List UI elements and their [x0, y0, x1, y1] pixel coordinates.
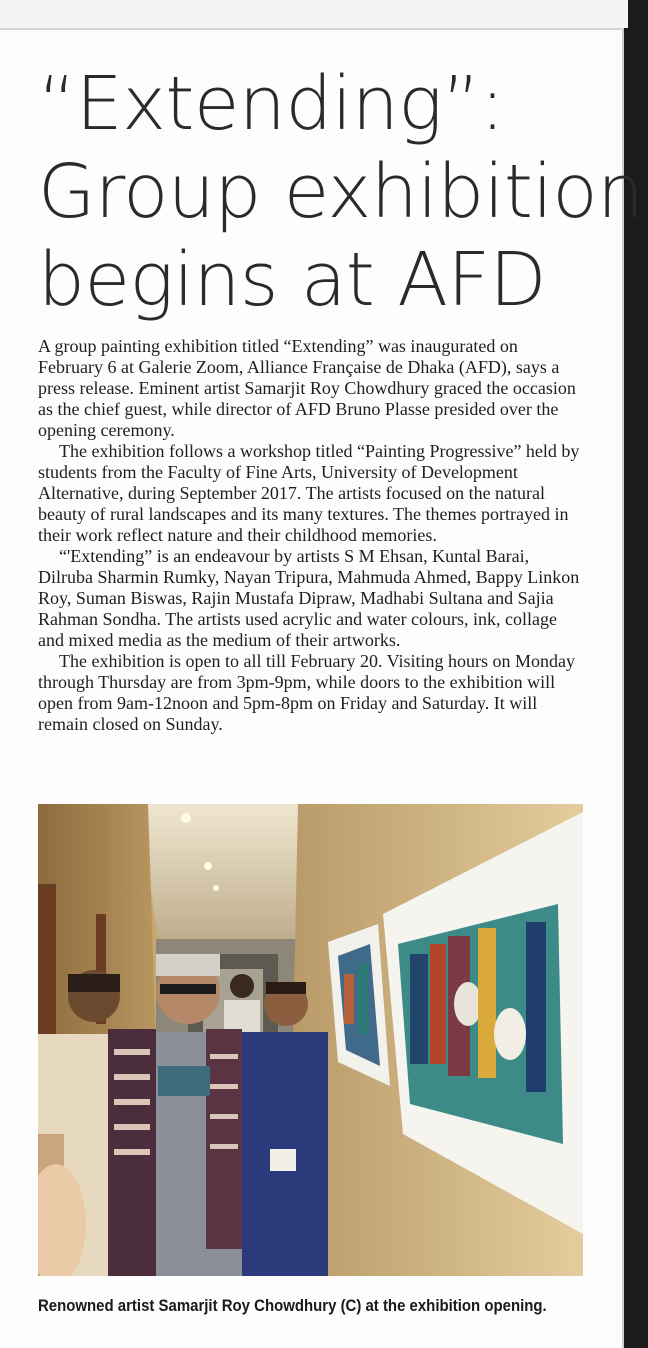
- headline-line-3: begins at AFD: [38, 237, 546, 323]
- paragraph-3: “'Extending” is an endeavour by artists S M Ehsan, Kuntal Barai, Dilruba Sharmin Rumky, Nayan Tripura, Mahmuda Ahmed, Bappy Linkon Roy, Suman Biswas, Rajin Mustafa Dipraw, Madhabi Sultana and Sajia Rahman Sondha. The artists used acrylic and water colours, ink, collage and mixed media as the medium of their artworks.: [38, 546, 580, 650]
- headline-line-1: “Extending”:: [38, 61, 505, 147]
- photo-caption: Renowned artist Samarjit Roy Chowdhury (C) at the exhibition opening.: [38, 1296, 547, 1315]
- headline-line-2: Group exhibition: [38, 149, 644, 235]
- paragraph-1: A group painting exhibition titled “Extending” was inaugurated on February 6 at Galerie Zoom, Alliance Française de Dhaka (AFD), says a press release. Eminent artist Samarjit Roy Chowdhury graced the occasion as the chief guest, while director of AFD Bruno Plasse presided over the opening ceremony.: [38, 336, 576, 440]
- page-top-band: [0, 0, 628, 28]
- article-headline: [38, 60, 644, 324]
- paragraph-4: The exhibition is open to all till February 20. Visiting hours on Monday through Thursday are from 3pm-9pm, while doors to the exhibition will open from 9am-12noon and 5pm-8pm on Friday and Saturday. It will remain closed on Sunday.: [38, 651, 576, 734]
- exhibition-photo: [38, 804, 583, 1276]
- article-body: [38, 336, 584, 735]
- paragraph-2: The exhibition follows a workshop titled “Painting Progressive” held by students from the Faculty of Fine Arts, University of Development Alternative, during September 2017. The artists focused on the natural beauty of rural landscapes and its many textures. The themes portrayed in their work reflect nature and their childhood memories.: [38, 441, 580, 545]
- exhibition-photo-illustration: [38, 804, 583, 1276]
